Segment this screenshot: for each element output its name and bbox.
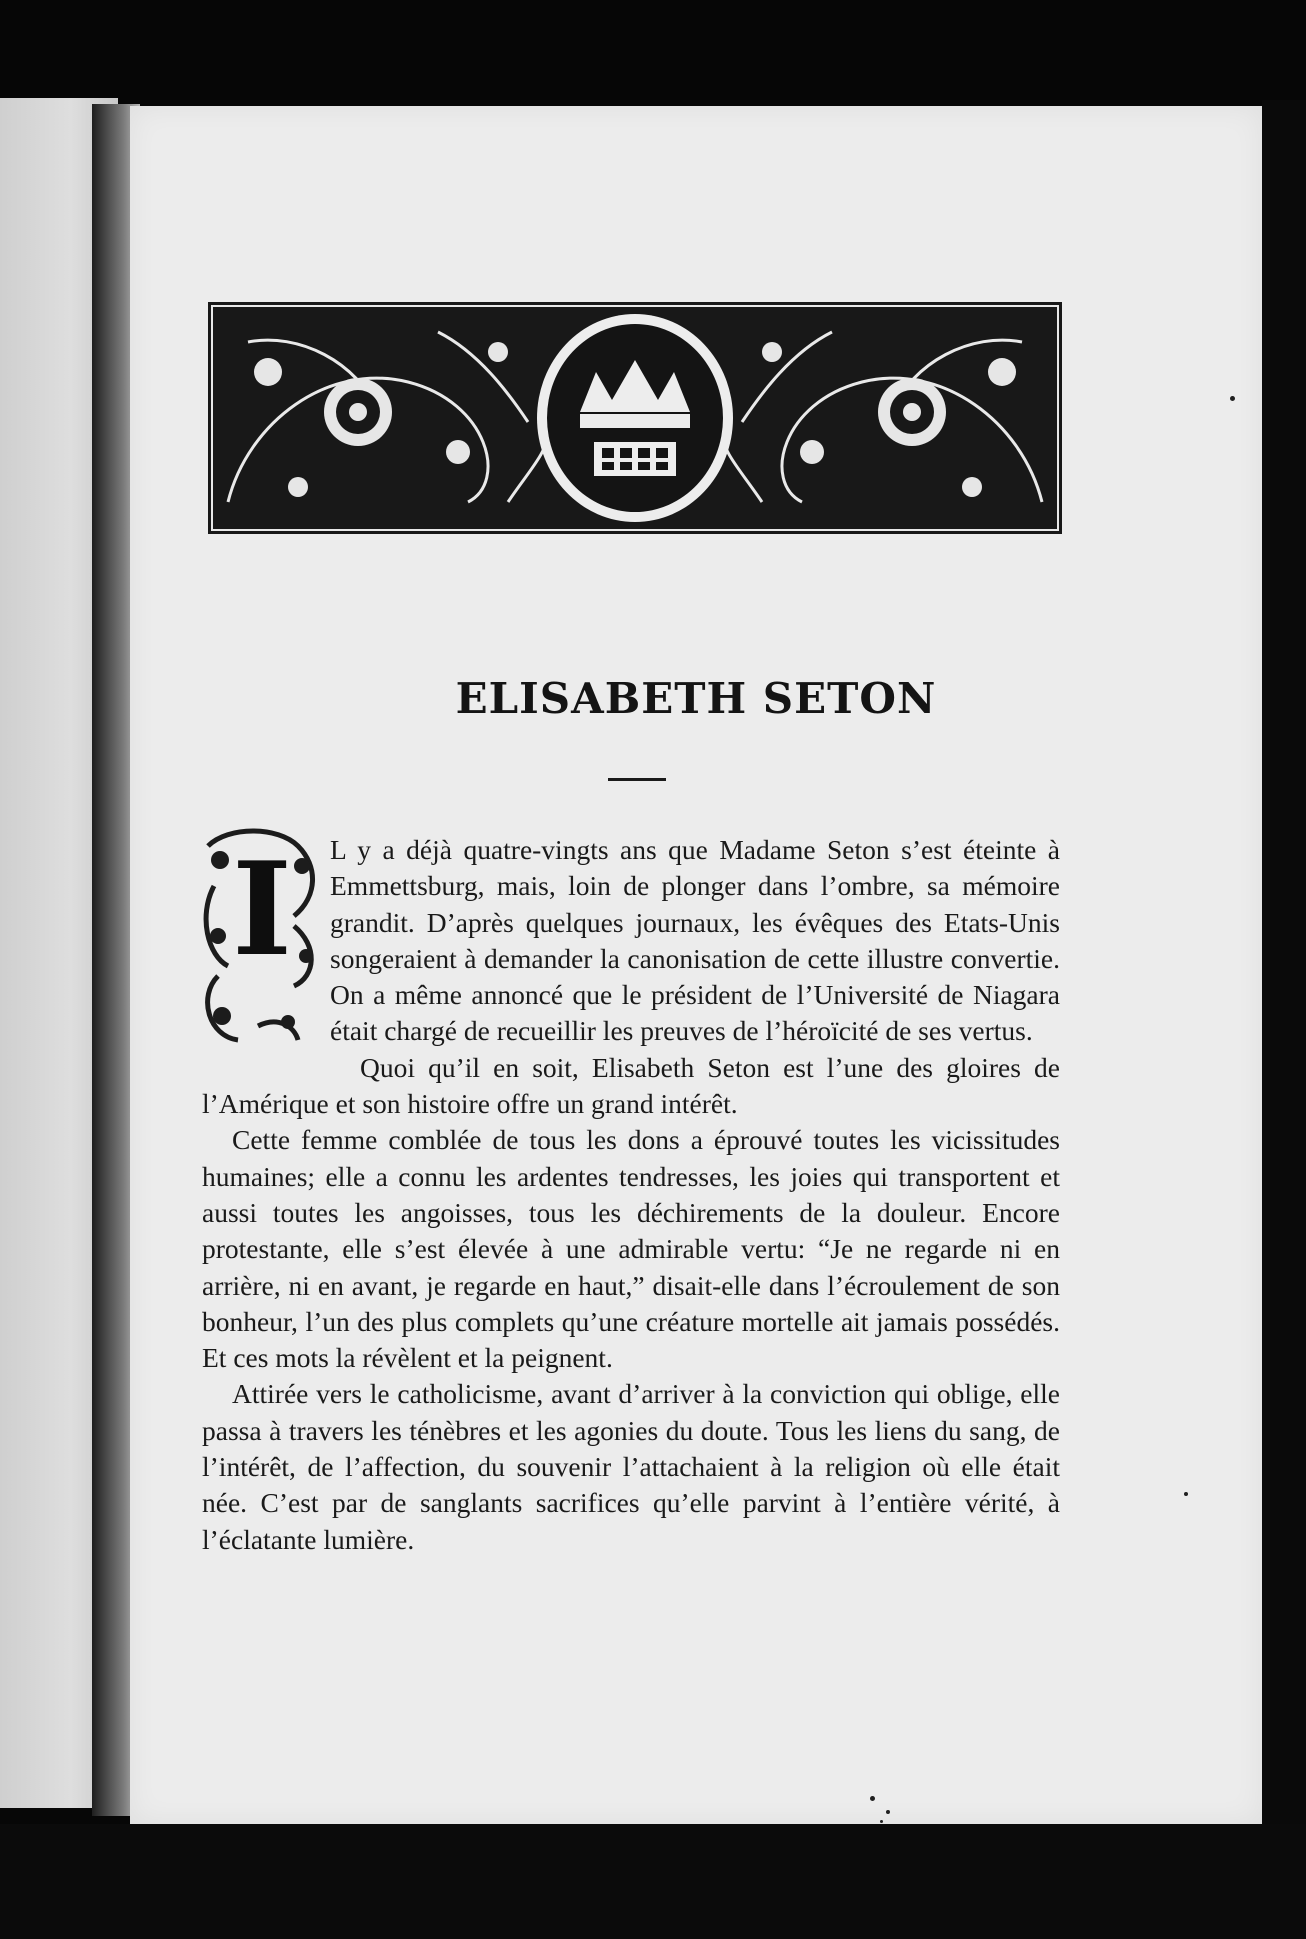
book-page <box>130 106 1262 1824</box>
chapter-title: ELISABETH SETON <box>455 674 937 723</box>
paper-speck <box>870 1796 875 1801</box>
paper-speck <box>1230 396 1235 401</box>
title-rule <box>608 778 666 781</box>
drop-cap <box>198 826 324 1054</box>
paragraph: Quoi qu’il en soit, Elisabeth Seton est l’une des gloires de l’Amérique et son histoire offre un grand intérêt. <box>202 1051 1060 1120</box>
paper-speck <box>880 1820 883 1823</box>
floral-crown-headpiece-icon <box>208 302 1062 534</box>
scan-top-border <box>0 0 1306 100</box>
paragraph: Cette femme comblée de tous les dons a éprouvé toutes les vicissitudes humaines; elle a connu les ardentes tendresses, les joies qui transportent et aussi toutes les angoisses, tous les déchirements de la douleur. Encore protestante, elle s’est élevée à une admirable vertu: “Je ne regarde ni en arrière, ni en avant, je regarde en haut,” disait-elle dans l’écroulement de son bonheur, l’un des plus complets qu’une créature mortelle ait jamais possédés. Et ces mots la révèlent et la peignent. <box>202 1124 1060 1374</box>
body-text <box>202 832 1060 1558</box>
scan-right-border <box>1262 100 1306 1939</box>
paper-speck <box>886 1810 890 1814</box>
paragraph: Attirée vers le catholicisme, avant d’arriver à la conviction qui oblige, elle passa à travers les ténèbres et les agonies du doute. Tous les liens du sang, de l’intérêt, de l’affection, du souvenir l’attachaient à la religion où elle était née. C’est par de sanglants sacrifices qu’elle parvint à l’entière vérité, à l’éclatante lumière. <box>202 1378 1060 1555</box>
ornamental-headpiece <box>208 302 1062 534</box>
paper-speck <box>1184 1492 1188 1496</box>
paragraph: L y a déjà quatre-vingts ans que Madame Seton s’est éteinte à Emmettsburg, mais, loin de plonger dans l’ombre, sa mémoire grandit. D’après quelques journaux, les évêques des Etats-Unis songeraient à demander la canonisation de cette illustre convertie. On a même annoncé que le président de l’Université de Niagara était chargé de recueillir les preuves de l’héroïcité de ses vertus. <box>330 834 1060 1047</box>
drop-cap-letter: I <box>232 835 292 985</box>
scan-bottom-border <box>0 1824 1306 1939</box>
